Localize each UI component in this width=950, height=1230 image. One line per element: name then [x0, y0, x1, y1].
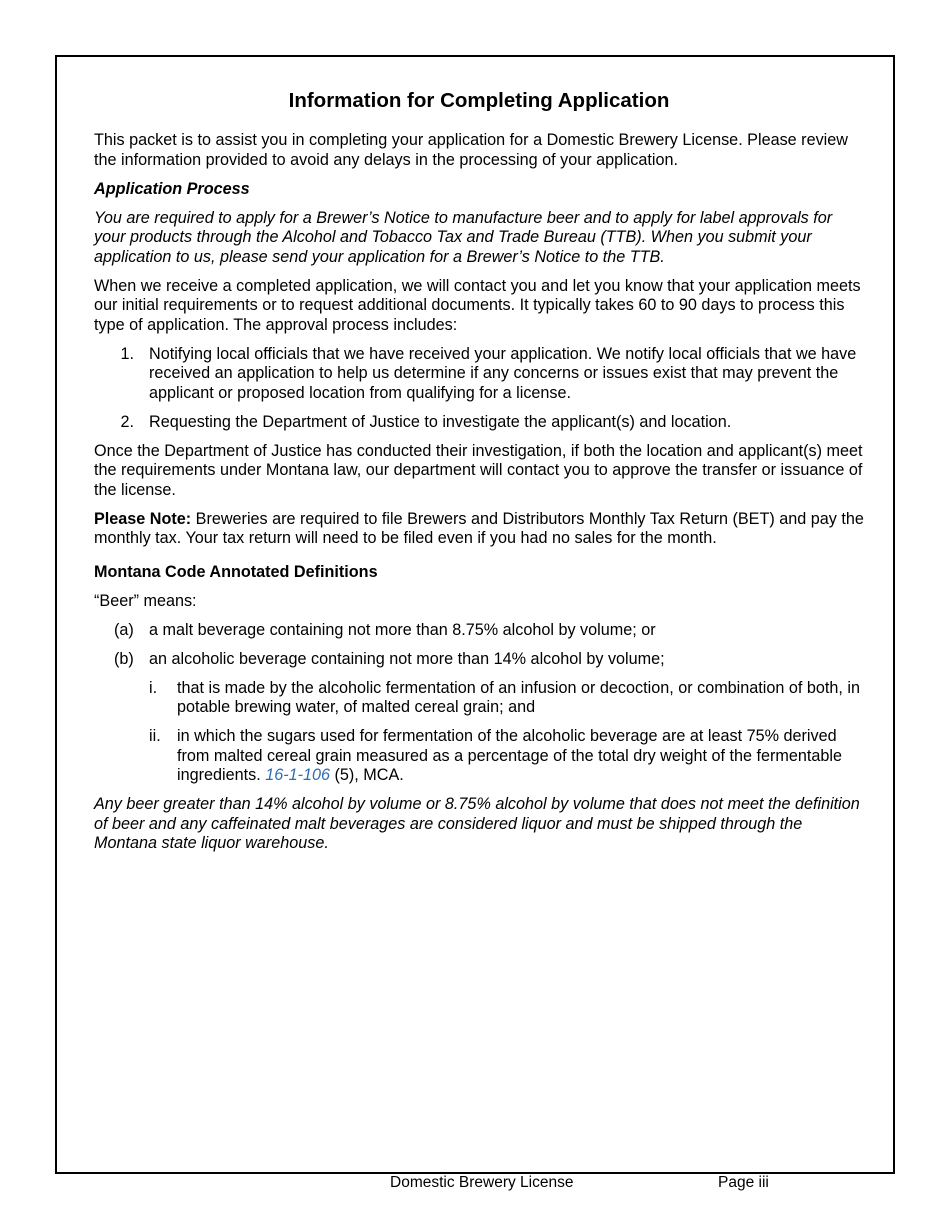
- list-item: [94, 345, 864, 404]
- application-process-heading: Application Process: [94, 179, 250, 198]
- process-paragraph: When we receive a completed application, we will contact you and let you know that your application meets our initial requirements or to request additional documents. It typically takes 60 to 90 days to process this type of application. The approval process includes:: [94, 276, 861, 334]
- footer-title: Domestic Brewery License: [390, 1174, 574, 1191]
- brewers-notice-paragraph: You are required to apply for a Brewer’s Notice to manufacture beer and to apply for label approvals for your products through the Alcohol and Tobacco Tax and Trade Bureau (TTB). When you submit your application to us, please send your application for a Brewer’s Notice to the TTB.: [94, 208, 833, 266]
- list-number: 1.: [120, 344, 134, 363]
- footer-page-number: Page iii: [718, 1174, 769, 1191]
- please-note-paragraph: [94, 510, 864, 549]
- sub-definition-item: [94, 679, 864, 718]
- definition-item: [94, 650, 864, 670]
- mca-code-link[interactable]: 16-1-106: [265, 766, 330, 784]
- mca-suffix: (5), MCA.: [330, 766, 404, 784]
- sub-definition-text: that is made by the alcoholic fermentation of an infusion or decoction, or combination of both, in potable brewing water, of malted cereal grain; and: [177, 678, 860, 716]
- list-number: 2.: [120, 412, 134, 431]
- definition-marker: (b): [114, 649, 134, 668]
- page-content: [94, 88, 864, 863]
- sub-definition-item: [94, 727, 864, 786]
- definition-text: an alcoholic beverage containing not more than 14% alcohol by volume;: [149, 649, 665, 668]
- page-title: Information for Completing Application: [288, 89, 670, 112]
- please-note-text: Breweries are required to file Brewers and Distributors Monthly Tax Return (BET) and pay the monthly tax. Your tax return will need to be filed even if you had no sales for the month.: [94, 509, 864, 547]
- beer-means-text: “Beer” means:: [94, 591, 197, 610]
- definitions-heading: Montana Code Annotated Definitions: [94, 562, 378, 581]
- definition-item: [94, 621, 864, 641]
- definition-text: a malt beverage containing not more than 8.75% alcohol by volume; or: [149, 620, 656, 639]
- sub-definition-text: in which the sugars used for fermentation of the alcoholic beverage are at least 75% derived from malted cereal grain measured as a percentage of the total dry weight of the fermentable ingredients.: [177, 727, 842, 784]
- list-item-text: Notifying local officials that we have received your application. We notify local officials that we have received an application to help us determine if any concerns or issues exist that may prevent the applicant or proposed location from qualifying for a license.: [149, 344, 857, 402]
- please-note-label: Please Note:: [94, 509, 192, 528]
- list-item-text: Requesting the Department of Justice to investigate the applicant(s) and location.: [149, 412, 732, 431]
- list-item: [94, 413, 864, 433]
- investigation-paragraph: Once the Department of Justice has conducted their investigation, if both the location and applicant(s) meet the requirements under Montana law, our department will contact you to approve the transfer or issuance of the license.: [94, 441, 863, 499]
- sub-definition-marker: i.: [149, 678, 158, 697]
- closing-paragraph: Any beer greater than 14% alcohol by volume or 8.75% alcohol by volume that does not meet the definition of beer and any caffeinated malt beverages are considered liquor and must be shipped through the Montana state liquor warehouse.: [94, 795, 860, 852]
- definition-marker: (a): [114, 620, 134, 639]
- intro-paragraph: This packet is to assist you in completing your application for a Domestic Brewery License. Please review the information provided to avoid any delays in the processing of your application.: [94, 131, 848, 169]
- sub-definition-marker: ii.: [149, 727, 161, 745]
